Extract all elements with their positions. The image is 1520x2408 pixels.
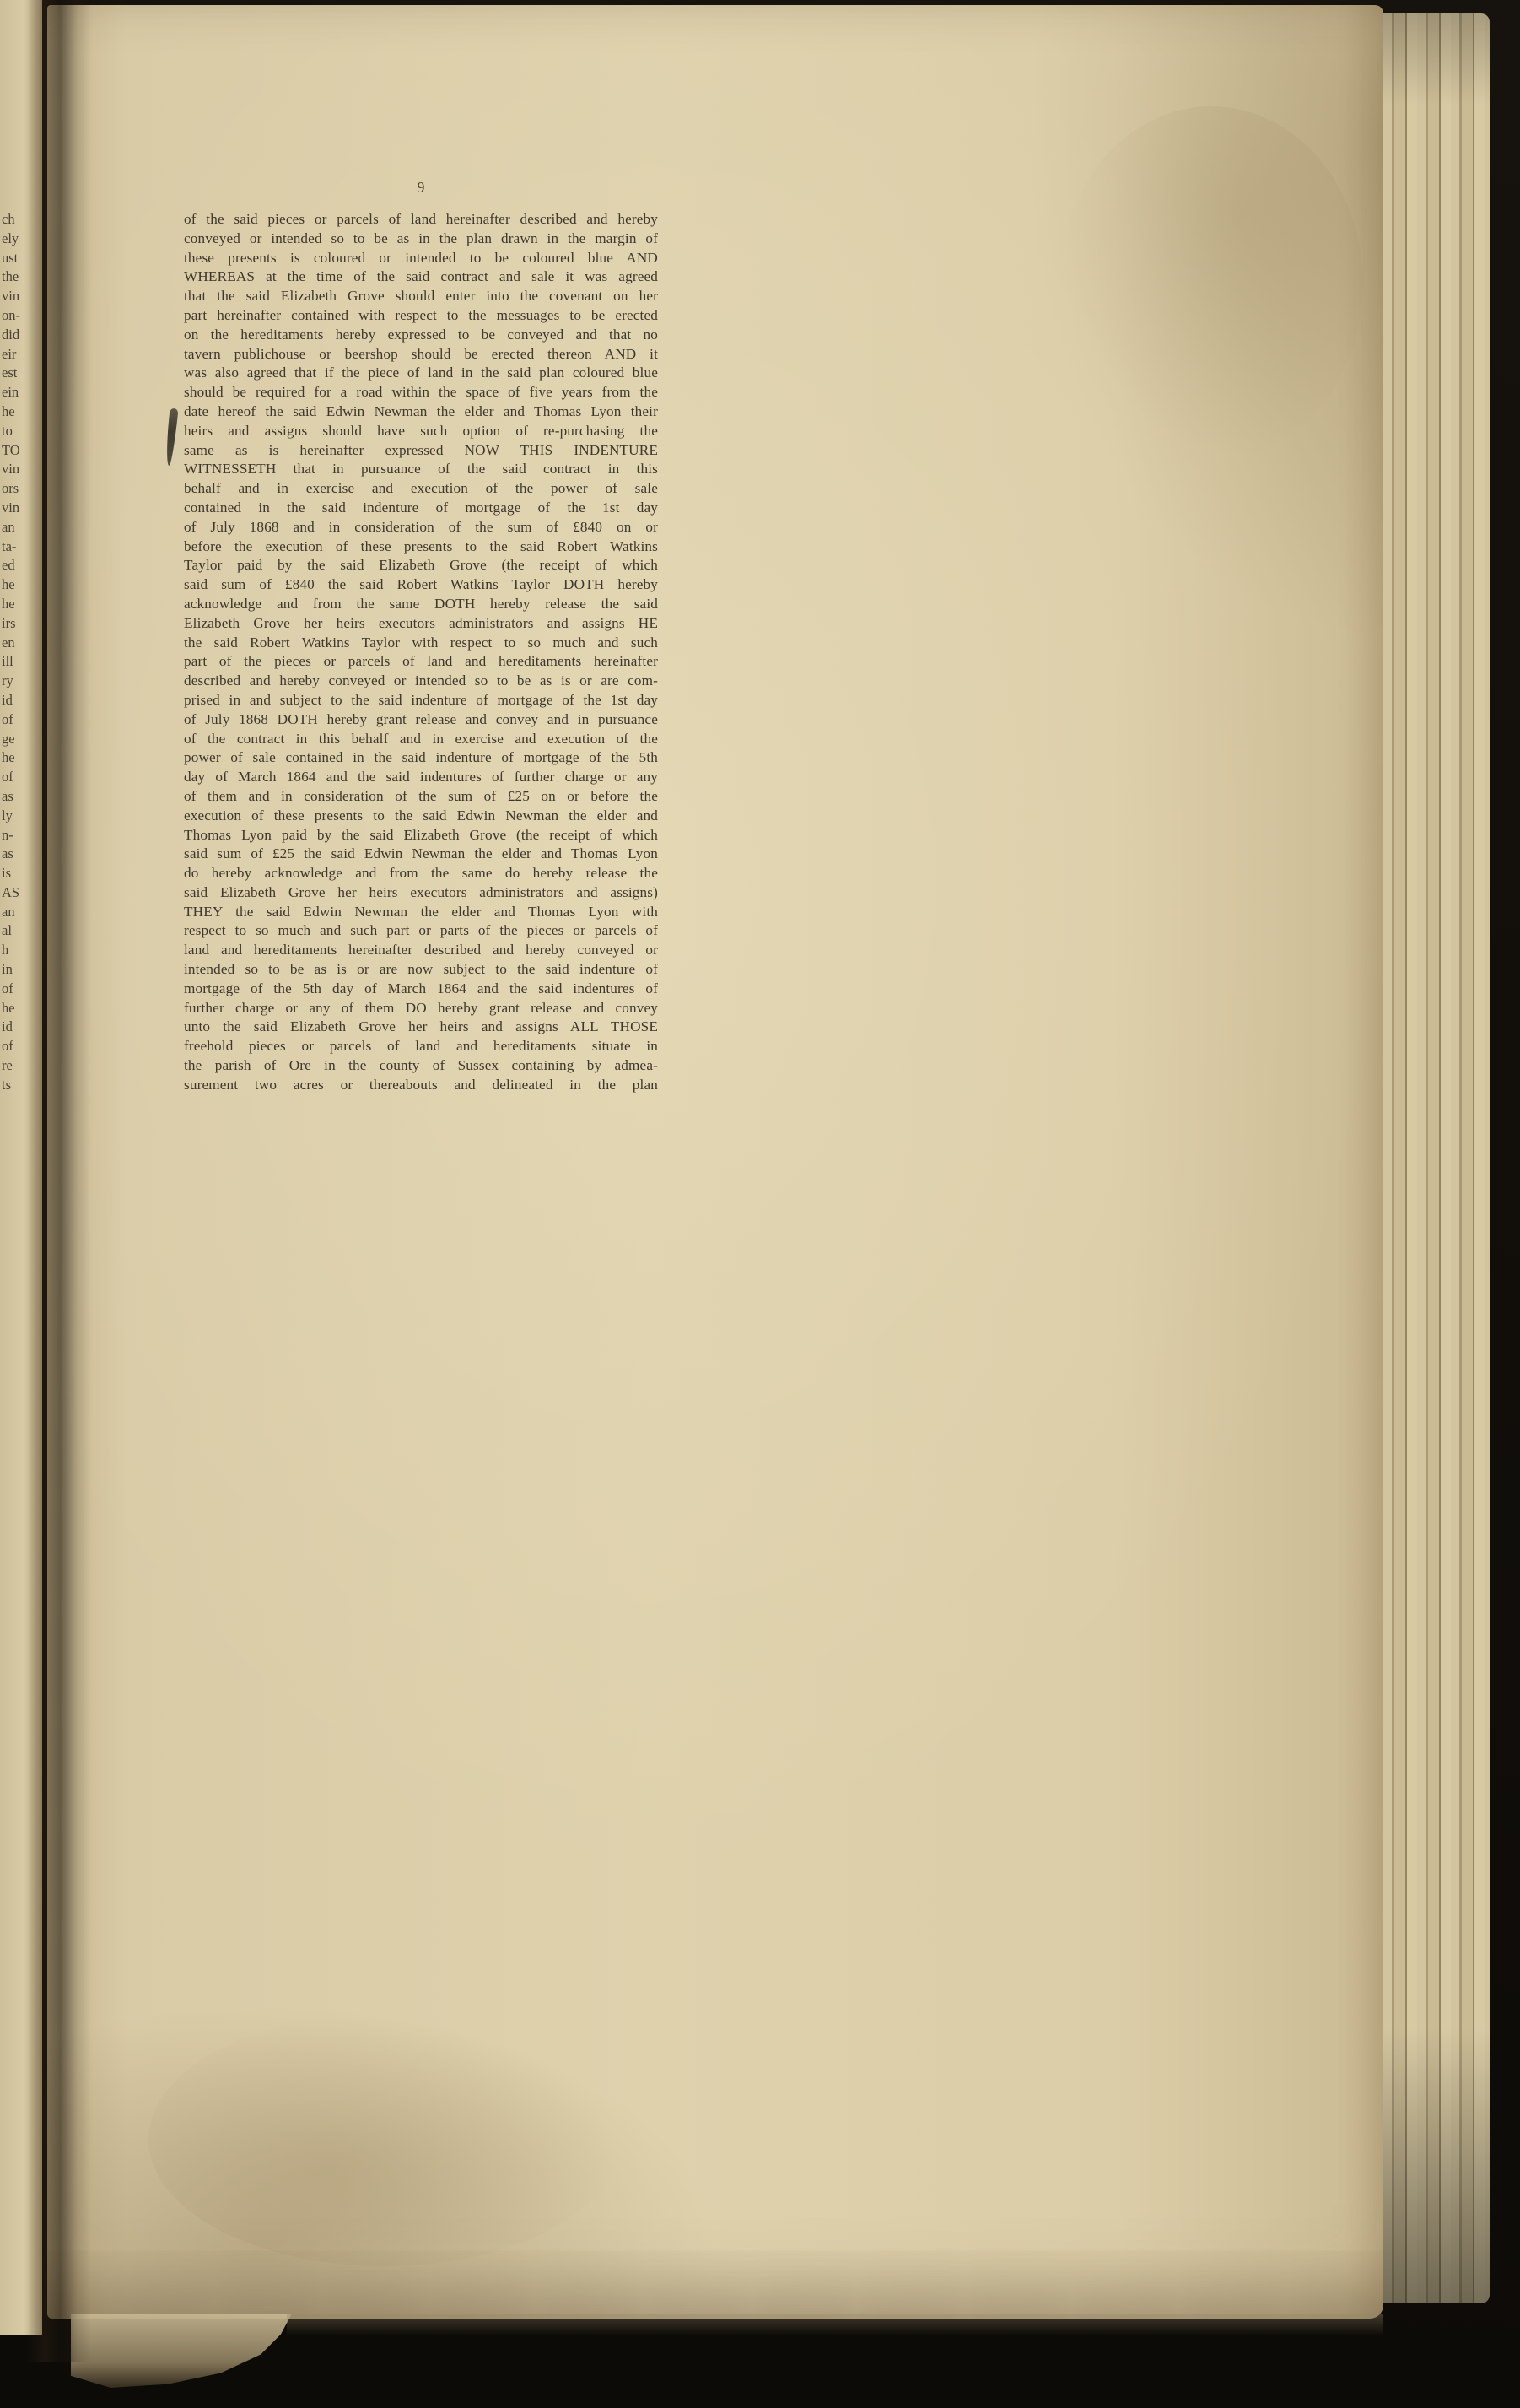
cutoff-text-line: re [2,1057,13,1074]
text-line: of July 1868 DOTH hereby grant release and convey and in pursuance [184,710,658,727]
text-line: THEY the said Edwin Newman the elder and Thomas Lyon with [184,903,658,920]
text-line: before the execution of these presents to the said Robert Watkins [184,537,658,554]
text-line: execution of these presents to the said Edwin Newman the elder and [184,807,658,823]
text-line: tavern publichouse or beershop should be erected thereon AND it [184,345,658,362]
text-line: WHEREAS at the time of the said contract and sale it was agreed [184,268,658,285]
text-line: behalf and in exercise and execution of the power of sale [184,480,658,497]
text-line: part of the pieces or parcels of land and hereditaments hereinafter [184,653,658,670]
page-number: 9 [417,179,425,196]
cutoff-text-line: ust [2,249,19,266]
cutoff-text-line: vin [2,499,20,516]
paper-stain [1059,106,1363,461]
cutoff-text-line: ed [2,557,15,574]
cutoff-text-line: in [2,961,13,978]
cutoff-text-line: vin [2,461,20,478]
cutoff-text-line: ge [2,730,15,747]
text-line: described and hereby conveyed or intended so to be as is or are com- [184,672,658,689]
text-line: conveyed or intended so to be as in the plan drawn in the margin of [184,229,658,246]
cutoff-text-line: to [2,422,13,439]
cutoff-text-line: did [2,326,20,343]
text-line: Elizabeth Grove her heirs executors administrators and assigns HE [184,614,658,631]
cutoff-text-line: is [2,865,12,882]
cutoff-text-line: ely [2,229,19,246]
text-line: part hereinafter contained with respect to the messuages to be erected [184,306,658,323]
text-line: the said Robert Watkins Taylor with respect to so much and such [184,634,658,651]
cutoff-text-line: al [2,922,12,939]
cutoff-text-line: he [2,402,15,419]
cutoff-text-line: of [2,1038,13,1055]
cutoff-text-line: TO [2,441,20,458]
text-line: of the said pieces or parcels of land hereinafter described and hereby [184,211,658,227]
text-line: prised in and subject to the said indenture of mortgage of the 1st day [184,691,658,708]
text-line: of July 1868 and in consideration of the sum of £840 on or [184,518,658,535]
torn-paper-remnant [71,2314,292,2388]
cutoff-text-line: ors [2,480,19,497]
marginal-ink-stroke [164,408,178,467]
cutoff-text-line: as [2,845,13,862]
cutoff-text-line: vin [2,288,20,305]
text-line: Taylor paid by the said Elizabeth Grove (the receipt of which [184,557,658,574]
cutoff-text-line: eir [2,345,17,362]
cutoff-text-line: est [2,364,18,381]
text-line: date hereof the said Edwin Newman the elder and Thomas Lyon their [184,402,658,419]
text-line: further charge or any of them DO hereby grant release and convey [184,999,658,1016]
cutoff-text-line: ch [2,211,15,227]
cutoff-text-line: AS [2,883,20,900]
cutoff-text-line: he [2,576,15,593]
cutoff-text-line: he [2,595,15,612]
text-line: same as is hereinafter expressed NOW THIS INDENTURE [184,441,658,458]
text-line: day of March 1864 and the said indentures of further charge or any [184,769,658,786]
cutoff-text-line: the [2,268,19,285]
cutoff-text-line: an [2,903,15,920]
text-line: should be required for a road within the space of five years from the [184,384,658,401]
text-line: intended so to be as is or are now subject to the said indenture of [184,961,658,978]
cutoff-text-line: id [2,1018,13,1035]
text-line: land and hereditaments hereinafter described and hereby conveyed or [184,942,658,958]
text-line: heirs and assigns should have such option of re-purchasing the [184,422,658,439]
cutoff-text-line: h [2,942,9,958]
cutoff-text-line: of [2,710,13,727]
text-line: the parish of Ore in the county of Sussex containing by admea- [184,1057,658,1074]
cutoff-text-line: n- [2,826,13,843]
paper-stain [148,2013,621,2266]
cutoff-text-line: ly [2,807,13,823]
cutoff-text-line: ein [2,384,19,401]
cutoff-text-line: ts [2,1076,12,1093]
text-line: do hereby acknowledge and from the same do hereby release the [184,865,658,882]
deed-text-block [184,210,658,1095]
text-line: surement two acres or thereabouts and delineated in the plan [184,1076,658,1093]
text-line: that the said Elizabeth Grove should enter into the covenant on her [184,288,658,305]
page-edge-stack [1383,13,1490,2303]
text-line: contained in the said indenture of mortgage of the 1st day [184,499,658,516]
text-line: was also agreed that if the piece of land in the said plan coloured blue [184,364,658,381]
cutoff-text-line: irs [2,614,16,631]
cutoff-text-line: id [2,691,13,708]
text-line: mortgage of the 5th day of March 1864 and the said indentures of [184,980,658,996]
text-line: of them and in consideration of the sum of £25 on or before the [184,787,658,804]
cutoff-text-line: he [2,999,15,1016]
cutoff-text-column [2,210,39,1095]
cutoff-text-line: ry [2,672,13,689]
text-line: said sum of £840 the said Robert Watkins Taylor DOTH hereby [184,576,658,593]
cutoff-text-line: ta- [2,537,17,554]
cutoff-text-line: ill [2,653,13,670]
text-line: power of sale contained in the said indenture of mortgage of the 5th [184,749,658,766]
text-line: these presents is coloured or intended to be coloured blue AND [184,249,658,266]
text-line: said Elizabeth Grove her heirs executors administrators and assigns) [184,883,658,900]
document-page [47,5,1383,2319]
text-line: freehold pieces or parcels of land and hereditaments situate in [184,1038,658,1055]
text-line: of the contract in this behalf and in exercise and execution of the [184,730,658,747]
text-line: Thomas Lyon paid by the said Elizabeth Grove (the receipt of which [184,826,658,843]
text-line: unto the said Elizabeth Grove her heirs and assigns ALL THOSE [184,1018,658,1035]
text-line: acknowledge and from the same DOTH hereby release the said [184,595,658,612]
cutoff-text-line: an [2,518,15,535]
text-line: said sum of £25 the said Edwin Newman the elder and Thomas Lyon [184,845,658,862]
text-line: on the hereditaments hereby expressed to be conveyed and that no [184,326,658,343]
text-line: respect to so much and such part or parts of the pieces or parcels of [184,922,658,939]
cutoff-text-line: as [2,787,13,804]
text-line: WITNESSETH that in pursuance of the said contract in this [184,461,658,478]
bottom-edge-shading [287,2314,1383,2335]
cutoff-text-line: he [2,749,15,766]
cutoff-text-line: on- [2,306,20,323]
cutoff-text-line: of [2,980,13,996]
cutoff-text-line: of [2,769,13,786]
cutoff-text-line: en [2,634,15,651]
